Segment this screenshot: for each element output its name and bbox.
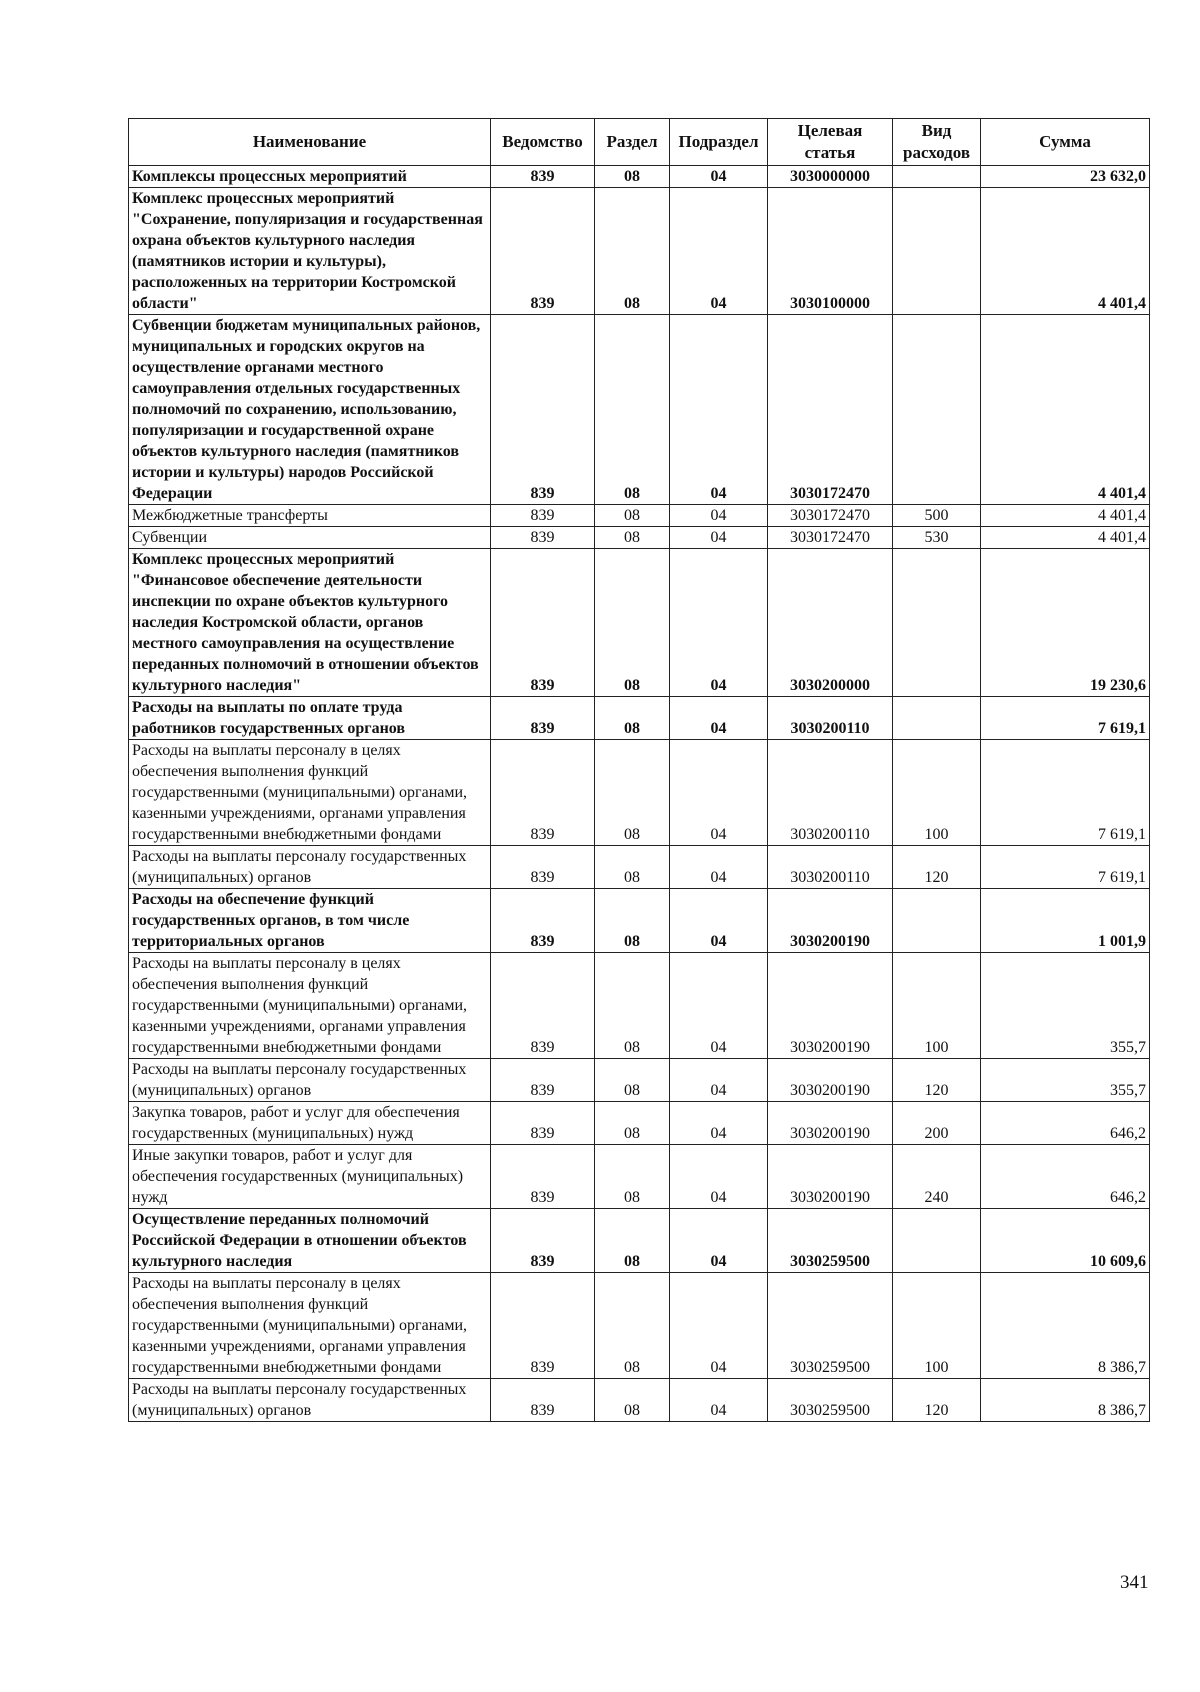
cell-celevaya-statya: 3030172470 <box>768 315 893 505</box>
cell-name: Расходы на выплаты персоналу в целях обеспечения выполнения функций государственными (муниципальными) органами, казенными учреждениями, органами управления государственными внебюджетными фондами <box>129 740 491 846</box>
cell-summa: 8 386,7 <box>981 1273 1150 1379</box>
cell-razdel: 08 <box>595 166 670 188</box>
cell-vid-raskhodov: 500 <box>893 505 981 527</box>
cell-celevaya-statya: 3030200190 <box>768 889 893 953</box>
cell-name: Расходы на выплаты персоналу в целях обеспечения выполнения функций государственными (муниципальными) органами, казенными учреждениями, органами управления государственными внебюджетными фондами <box>129 1273 491 1379</box>
cell-name: Комплексы процессных мероприятий <box>129 166 491 188</box>
cell-vid-raskhodov <box>893 166 981 188</box>
cell-summa: 1 001,9 <box>981 889 1150 953</box>
cell-podrazdel: 04 <box>670 188 768 315</box>
cell-celevaya-statya: 3030000000 <box>768 166 893 188</box>
table-row <box>129 846 1150 889</box>
cell-vedomstvo: 839 <box>491 1209 595 1273</box>
cell-podrazdel: 04 <box>670 846 768 889</box>
header-row <box>129 119 1150 166</box>
cell-summa: 19 230,6 <box>981 549 1150 697</box>
header-name: Наименование <box>129 119 491 166</box>
cell-razdel: 08 <box>595 315 670 505</box>
cell-podrazdel: 04 <box>670 166 768 188</box>
cell-celevaya-statya: 3030100000 <box>768 188 893 315</box>
cell-podrazdel: 04 <box>670 740 768 846</box>
cell-celevaya-statya: 3030200110 <box>768 697 893 740</box>
cell-podrazdel: 04 <box>670 889 768 953</box>
cell-vedomstvo: 839 <box>491 1059 595 1102</box>
cell-summa: 7 619,1 <box>981 846 1150 889</box>
cell-vedomstvo: 839 <box>491 166 595 188</box>
cell-vid-raskhodov: 120 <box>893 1379 981 1422</box>
cell-vedomstvo: 839 <box>491 527 595 549</box>
table-row <box>129 188 1150 315</box>
cell-summa: 355,7 <box>981 1059 1150 1102</box>
cell-vid-raskhodov: 100 <box>893 740 981 846</box>
cell-podrazdel: 04 <box>670 527 768 549</box>
cell-podrazdel: 04 <box>670 953 768 1059</box>
table-row <box>129 315 1150 505</box>
budget-table <box>128 118 1150 1422</box>
cell-vid-raskhodov <box>893 549 981 697</box>
cell-podrazdel: 04 <box>670 1273 768 1379</box>
cell-vedomstvo: 839 <box>491 1145 595 1209</box>
header-vid-raskhodov: Вид расходов <box>893 119 981 166</box>
cell-summa: 23 632,0 <box>981 166 1150 188</box>
cell-vid-raskhodov <box>893 697 981 740</box>
cell-vedomstvo: 839 <box>491 846 595 889</box>
cell-name: Осуществление переданных полномочий Российской Федерации в отношении объектов культурного наследия <box>129 1209 491 1273</box>
cell-vid-raskhodov <box>893 889 981 953</box>
header-podrazdel: Подраздел <box>670 119 768 166</box>
cell-summa: 8 386,7 <box>981 1379 1150 1422</box>
cell-vedomstvo: 839 <box>491 1379 595 1422</box>
cell-name: Межбюджетные трансферты <box>129 505 491 527</box>
cell-podrazdel: 04 <box>670 505 768 527</box>
table-row <box>129 549 1150 697</box>
table-row <box>129 505 1150 527</box>
header-razdel: Раздел <box>595 119 670 166</box>
cell-summa: 10 609,6 <box>981 1209 1150 1273</box>
header-vedomstvo: Ведомство <box>491 119 595 166</box>
cell-name: Расходы на выплаты по оплате труда работников государственных органов <box>129 697 491 740</box>
cell-name: Иные закупки товаров, работ и услуг для обеспечения государственных (муниципальных) нужд <box>129 1145 491 1209</box>
cell-razdel: 08 <box>595 953 670 1059</box>
cell-summa: 4 401,4 <box>981 188 1150 315</box>
cell-podrazdel: 04 <box>670 549 768 697</box>
cell-celevaya-statya: 3030200190 <box>768 953 893 1059</box>
table-row <box>129 1145 1150 1209</box>
table-row <box>129 1102 1150 1145</box>
cell-vedomstvo: 839 <box>491 315 595 505</box>
cell-celevaya-statya: 3030200190 <box>768 1059 893 1102</box>
cell-razdel: 08 <box>595 697 670 740</box>
cell-razdel: 08 <box>595 1379 670 1422</box>
table-body <box>129 166 1150 1422</box>
header-celevaya-statya: Целевая статья <box>768 119 893 166</box>
cell-podrazdel: 04 <box>670 315 768 505</box>
cell-razdel: 08 <box>595 1209 670 1273</box>
cell-name: Расходы на выплаты персоналу в целях обеспечения выполнения функций государственными (муниципальными) органами, казенными учреждениями, органами управления государственными внебюджетными фондами <box>129 953 491 1059</box>
cell-razdel: 08 <box>595 846 670 889</box>
cell-name: Субвенции бюджетам муниципальных районов, муниципальных и городских округов на осуществление органами местного самоуправления отдельных государственных полномочий по сохранению, использованию, популяризации и государственной охране объектов культурного наследия (памятников истории и культуры) народов Российской Федерации <box>129 315 491 505</box>
cell-podrazdel: 04 <box>670 697 768 740</box>
cell-razdel: 08 <box>595 505 670 527</box>
table-row <box>129 889 1150 953</box>
cell-celevaya-statya: 3030200190 <box>768 1102 893 1145</box>
cell-razdel: 08 <box>595 188 670 315</box>
cell-celevaya-statya: 3030200190 <box>768 1145 893 1209</box>
cell-name: Расходы на выплаты персоналу государственных (муниципальных) органов <box>129 1059 491 1102</box>
cell-celevaya-statya: 3030200110 <box>768 846 893 889</box>
cell-vedomstvo: 839 <box>491 697 595 740</box>
cell-vedomstvo: 839 <box>491 1102 595 1145</box>
cell-vedomstvo: 839 <box>491 549 595 697</box>
cell-razdel: 08 <box>595 740 670 846</box>
table-row <box>129 697 1150 740</box>
cell-vid-raskhodov <box>893 188 981 315</box>
cell-vedomstvo: 839 <box>491 188 595 315</box>
cell-summa: 646,2 <box>981 1102 1150 1145</box>
cell-name: Расходы на обеспечение функций государственных органов, в том числе территориальных органов <box>129 889 491 953</box>
cell-vid-raskhodov <box>893 1209 981 1273</box>
cell-vid-raskhodov: 100 <box>893 953 981 1059</box>
cell-vid-raskhodov: 200 <box>893 1102 981 1145</box>
cell-razdel: 08 <box>595 1145 670 1209</box>
cell-razdel: 08 <box>595 889 670 953</box>
cell-celevaya-statya: 3030259500 <box>768 1273 893 1379</box>
cell-vid-raskhodov: 120 <box>893 846 981 889</box>
cell-podrazdel: 04 <box>670 1209 768 1273</box>
page-number: 341 <box>1120 1572 1149 1593</box>
table-row <box>129 166 1150 188</box>
cell-celevaya-statya: 3030200110 <box>768 740 893 846</box>
cell-vedomstvo: 839 <box>491 889 595 953</box>
cell-summa: 7 619,1 <box>981 697 1150 740</box>
cell-celevaya-statya: 3030172470 <box>768 527 893 549</box>
header-summa: Сумма <box>981 119 1150 166</box>
cell-celevaya-statya: 3030172470 <box>768 505 893 527</box>
cell-celevaya-statya: 3030259500 <box>768 1209 893 1273</box>
cell-summa: 4 401,4 <box>981 315 1150 505</box>
cell-summa: 646,2 <box>981 1145 1150 1209</box>
cell-summa: 7 619,1 <box>981 740 1150 846</box>
table-row <box>129 1209 1150 1273</box>
cell-razdel: 08 <box>595 1273 670 1379</box>
cell-podrazdel: 04 <box>670 1379 768 1422</box>
cell-podrazdel: 04 <box>670 1059 768 1102</box>
cell-vid-raskhodov: 120 <box>893 1059 981 1102</box>
cell-razdel: 08 <box>595 549 670 697</box>
cell-name: Комплекс процессных мероприятий "Сохранение, популяризация и государственная охрана объектов культурного наследия (памятников истории и культуры), расположенных на территории Костромской области" <box>129 188 491 315</box>
table-row <box>129 1059 1150 1102</box>
table-row <box>129 1273 1150 1379</box>
cell-celevaya-statya: 3030259500 <box>768 1379 893 1422</box>
cell-name: Закупка товаров, работ и услуг для обеспечения государственных (муниципальных) нужд <box>129 1102 491 1145</box>
cell-vedomstvo: 839 <box>491 1273 595 1379</box>
cell-summa: 4 401,4 <box>981 527 1150 549</box>
table-header <box>129 119 1150 166</box>
cell-vid-raskhodov: 530 <box>893 527 981 549</box>
table-row <box>129 527 1150 549</box>
cell-vedomstvo: 839 <box>491 505 595 527</box>
table-row <box>129 953 1150 1059</box>
cell-vedomstvo: 839 <box>491 953 595 1059</box>
cell-vid-raskhodov: 240 <box>893 1145 981 1209</box>
cell-summa: 4 401,4 <box>981 505 1150 527</box>
cell-vid-raskhodov <box>893 315 981 505</box>
cell-name: Расходы на выплаты персоналу государственных (муниципальных) органов <box>129 1379 491 1422</box>
cell-vedomstvo: 839 <box>491 740 595 846</box>
table-row <box>129 1379 1150 1422</box>
cell-vid-raskhodov: 100 <box>893 1273 981 1379</box>
cell-razdel: 08 <box>595 1102 670 1145</box>
table-row <box>129 740 1150 846</box>
cell-razdel: 08 <box>595 527 670 549</box>
cell-name: Комплекс процессных мероприятий "Финансовое обеспечение деятельности инспекции по охране объектов культурного наследия Костромской области, органов местного самоуправления на осуществление переданных полномочий в отношении объектов культурного наследия" <box>129 549 491 697</box>
cell-razdel: 08 <box>595 1059 670 1102</box>
cell-podrazdel: 04 <box>670 1102 768 1145</box>
cell-celevaya-statya: 3030200000 <box>768 549 893 697</box>
cell-name: Субвенции <box>129 527 491 549</box>
cell-podrazdel: 04 <box>670 1145 768 1209</box>
cell-summa: 355,7 <box>981 953 1150 1059</box>
cell-name: Расходы на выплаты персоналу государственных (муниципальных) органов <box>129 846 491 889</box>
